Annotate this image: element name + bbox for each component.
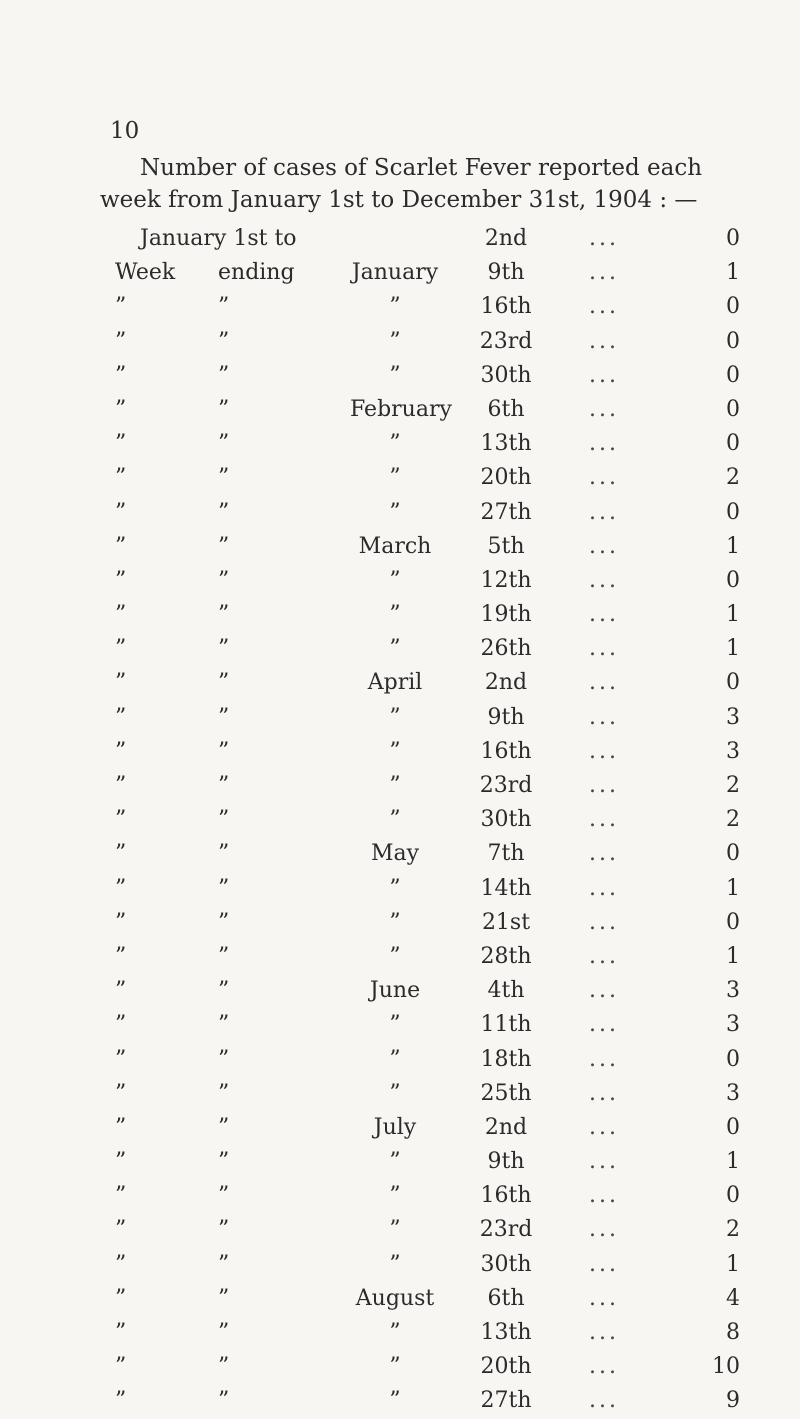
case-count: 0 [726, 362, 740, 388]
case-count: 1 [726, 943, 740, 969]
case-count: 2 [726, 1217, 740, 1243]
leader-dots: ... [589, 636, 619, 662]
ending-cell: ” [218, 1285, 230, 1311]
day-cell: 27th [480, 1388, 532, 1414]
leader-dots: ... [589, 841, 619, 867]
day-cell: 21st [481, 909, 531, 935]
week-cell: ” [115, 1217, 127, 1243]
leader-dots: ... [589, 1080, 619, 1106]
day-cell: 26th [480, 636, 532, 662]
table-row [0, 769, 800, 803]
week-cell: ” [115, 1251, 127, 1277]
ending-cell: ” [218, 533, 230, 559]
heading-line-1: Number of cases of Scarlet Fever reported each [140, 155, 703, 181]
ending-cell: ” [218, 704, 230, 730]
case-count: 1 [726, 1149, 740, 1175]
week-cell: ” [115, 978, 127, 1004]
month-cell: ” [389, 567, 401, 593]
leader-dots: ... [589, 807, 619, 833]
table-row [0, 1248, 800, 1282]
table-row [0, 290, 800, 324]
case-count: 2 [726, 773, 740, 798]
month-cell: ” [389, 362, 401, 388]
month-cell: ” [389, 1251, 401, 1277]
day-cell: 2nd [484, 1114, 528, 1140]
week-cell: ” [115, 1388, 127, 1414]
day-cell: 16th [480, 294, 532, 320]
leader-dots: ... [589, 533, 619, 559]
month-cell: ” [389, 807, 401, 833]
week-cell: ” [115, 875, 127, 901]
ending-cell: ” [218, 636, 230, 662]
day-cell: 25th [480, 1080, 532, 1106]
case-count: 9 [726, 1388, 740, 1414]
table-row [0, 1316, 800, 1350]
day-cell: 27th [480, 499, 532, 525]
day-cell: 19th [480, 602, 532, 628]
case-count: 1 [726, 636, 740, 662]
day-cell: 5th [487, 533, 525, 559]
day-cell: 30th [480, 362, 532, 388]
month-cell: ” [389, 1183, 401, 1209]
table-row [0, 1350, 800, 1384]
leader-dots: ... [589, 431, 619, 457]
ending-cell: ” [218, 294, 230, 320]
day-cell: 13th [480, 1320, 532, 1345]
ending-cell: ” [218, 807, 230, 833]
table-row [0, 940, 800, 974]
day-cell: 20th [480, 465, 532, 491]
ending-cell: ” [218, 738, 230, 764]
leader-dots: ... [589, 328, 619, 354]
ending-cell: ” [218, 328, 230, 354]
month-cell: June [369, 978, 421, 1004]
leader-dots: ... [589, 1285, 619, 1311]
table-row [0, 1179, 800, 1213]
month-cell: ” [389, 465, 401, 491]
table-row [0, 906, 800, 940]
leader-dots: ... [589, 1012, 619, 1038]
case-count: 8 [726, 1320, 740, 1345]
table-row [0, 1282, 800, 1316]
ending-cell: ” [218, 1217, 230, 1243]
case-count: 0 [726, 396, 740, 422]
day-cell: 30th [480, 807, 532, 833]
case-count: 3 [726, 1012, 740, 1038]
month-cell: ” [389, 704, 401, 730]
case-count: 3 [726, 738, 740, 764]
day-cell: 2nd [484, 226, 528, 251]
week-cell: ” [115, 704, 127, 730]
leader-dots: ... [589, 943, 619, 969]
leader-dots: ... [589, 1217, 619, 1243]
week-cell: ” [115, 499, 127, 525]
case-count: 1 [726, 260, 740, 286]
table-row [0, 837, 800, 871]
leader-dots: ... [589, 396, 619, 422]
ending-cell: ” [218, 670, 230, 696]
case-count: 1 [726, 875, 740, 901]
leader-dots: ... [589, 499, 619, 525]
case-count: 0 [726, 294, 740, 320]
table-row [0, 1384, 800, 1418]
month-cell: ” [389, 328, 401, 354]
leader-dots: ... [589, 602, 619, 628]
day-cell: 2nd [484, 670, 528, 696]
ending-cell: ” [218, 431, 230, 457]
month-cell: ” [389, 636, 401, 662]
day-cell: 23rd [479, 1217, 533, 1243]
month-cell: ” [389, 294, 401, 320]
table-row [0, 1043, 800, 1077]
table-row [0, 496, 800, 530]
day-cell: 20th [480, 1354, 532, 1380]
table-row [0, 1008, 800, 1042]
leader-dots: ... [589, 704, 619, 730]
table-row [0, 1111, 800, 1145]
day-cell: 16th [480, 1183, 532, 1209]
case-count: 0 [726, 1183, 740, 1209]
day-cell: 18th [480, 1046, 532, 1072]
leader-dots: ... [589, 1046, 619, 1072]
day-cell: 6th [487, 1285, 525, 1311]
table-row [0, 359, 800, 393]
month-cell: February [350, 396, 452, 422]
day-cell: 7th [487, 841, 525, 867]
leader-dots: ... [589, 362, 619, 388]
ending-cell: ” [218, 1320, 230, 1345]
table-row [0, 427, 800, 461]
month-cell: April [367, 670, 423, 696]
case-count: 4 [726, 1285, 740, 1311]
week-cell: ” [115, 943, 127, 969]
week-cell: ” [115, 465, 127, 491]
case-count: 0 [726, 1046, 740, 1072]
table-row [0, 325, 800, 359]
table-row [0, 1077, 800, 1111]
leader-dots: ... [589, 260, 619, 286]
leader-dots: ... [589, 909, 619, 935]
month-cell: ” [389, 909, 401, 935]
month-cell: ” [389, 499, 401, 525]
ending-cell: ” [218, 773, 230, 798]
ending-cell: ending [218, 260, 295, 286]
week-cell: ” [115, 636, 127, 662]
month-cell: March [358, 533, 432, 559]
month-cell: ” [389, 1046, 401, 1072]
day-cell: 30th [480, 1251, 532, 1277]
table-row [0, 701, 800, 735]
month-cell: ” [389, 738, 401, 764]
leader-dots: ... [589, 1149, 619, 1175]
ending-cell: ” [218, 1251, 230, 1277]
month-cell: ” [389, 602, 401, 628]
case-count: 1 [726, 533, 740, 559]
month-cell: ” [389, 875, 401, 901]
day-cell: 4th [487, 978, 525, 1004]
case-count: 3 [726, 978, 740, 1004]
week-cell: ” [115, 567, 127, 593]
ending-cell: ” [218, 465, 230, 491]
page-number: 10 [110, 118, 140, 144]
table-row [0, 564, 800, 598]
day-cell: 11th [480, 1012, 532, 1038]
case-count: 1 [726, 1251, 740, 1277]
week-cell: ” [115, 431, 127, 457]
ending-cell: ” [218, 1012, 230, 1038]
table-heading [100, 152, 790, 216]
week-cell: ” [115, 328, 127, 354]
ending-cell: ” [218, 1149, 230, 1175]
week-cell: ” [115, 1149, 127, 1175]
week-cell: ” [115, 841, 127, 867]
ending-cell: ” [218, 602, 230, 628]
month-cell: ” [389, 1320, 401, 1345]
table-row [0, 1145, 800, 1179]
week-cell: ” [115, 909, 127, 935]
month-cell: August [355, 1285, 435, 1311]
week-cell: ” [115, 533, 127, 559]
month-cell: May [370, 841, 420, 867]
leader-dots: ... [589, 773, 619, 798]
leader-dots: ... [589, 226, 619, 251]
week-cell: ” [115, 1114, 127, 1140]
day-cell: 14th [480, 875, 532, 901]
case-count: 2 [726, 465, 740, 491]
week-cell: ” [115, 396, 127, 422]
month-cell: ” [389, 431, 401, 457]
leader-dots: ... [589, 1114, 619, 1140]
week-cell: ” [115, 1354, 127, 1380]
leader-dots: ... [589, 978, 619, 1004]
ending-cell: ” [218, 567, 230, 593]
case-count: 0 [726, 226, 740, 251]
leader-dots: ... [589, 738, 619, 764]
heading-line-2: week from January 1st to December 31st, 1904 : — [100, 187, 698, 213]
case-count: 0 [726, 431, 740, 457]
week-cell: ” [115, 738, 127, 764]
case-count: 2 [726, 807, 740, 833]
table-row [0, 632, 800, 666]
leader-dots: ... [589, 1354, 619, 1380]
week-cell: ” [115, 362, 127, 388]
table-row [0, 803, 800, 837]
ending-cell: ” [218, 1114, 230, 1140]
ending-cell: ” [218, 499, 230, 525]
table-row [0, 974, 800, 1008]
ending-cell: ” [218, 909, 230, 935]
ending-cell: ” [218, 362, 230, 388]
leader-dots: ... [589, 875, 619, 901]
month-cell: ” [389, 1149, 401, 1175]
case-count: 0 [726, 670, 740, 696]
month-cell: ” [389, 943, 401, 969]
case-count: 0 [726, 499, 740, 525]
day-cell: 23rd [479, 773, 533, 798]
table-row [0, 222, 800, 256]
leader-dots: ... [589, 1183, 619, 1209]
day-cell: 9th [487, 260, 525, 286]
case-count: 0 [726, 328, 740, 354]
case-count: 0 [726, 841, 740, 867]
week-cell: ” [115, 1285, 127, 1311]
month-cell: ” [389, 1388, 401, 1414]
week-cell: ” [115, 1080, 127, 1106]
table-row [0, 1213, 800, 1247]
table-row [0, 461, 800, 495]
day-cell: 12th [480, 567, 532, 593]
week-cell: Week [115, 260, 176, 286]
case-count: 0 [726, 1114, 740, 1140]
month-cell: ” [389, 1080, 401, 1106]
day-cell: 9th [487, 1149, 525, 1175]
case-count: 10 [712, 1354, 740, 1380]
week-cell: ” [115, 294, 127, 320]
case-count: 0 [726, 567, 740, 593]
ending-cell: ” [218, 1354, 230, 1380]
day-cell: 13th [480, 431, 532, 457]
leader-dots: ... [589, 1251, 619, 1277]
leader-dots: ... [589, 670, 619, 696]
month-cell: July [373, 1114, 417, 1140]
week-cell: ” [115, 1183, 127, 1209]
table-row [0, 872, 800, 906]
ending-cell: ” [218, 978, 230, 1004]
ending-cell: ” [218, 841, 230, 867]
table-row [0, 666, 800, 700]
month-cell: ” [389, 1012, 401, 1038]
ending-cell: ” [218, 1046, 230, 1072]
leader-dots: ... [589, 294, 619, 320]
month-cell: January [351, 260, 439, 286]
week-cell: ” [115, 1320, 127, 1345]
leader-dots: ... [589, 1388, 619, 1414]
ending-cell: ” [218, 943, 230, 969]
week-cell: ” [115, 773, 127, 798]
week-cell: ” [115, 807, 127, 833]
day-cell: 16th [480, 738, 532, 764]
day-cell: 6th [487, 396, 525, 422]
table-row [0, 530, 800, 564]
ending-cell: ” [218, 1388, 230, 1414]
month-cell: ” [389, 773, 401, 798]
ending-cell: ” [218, 396, 230, 422]
table-row [0, 393, 800, 427]
leader-dots: ... [589, 465, 619, 491]
month-cell: ” [389, 1354, 401, 1380]
ending-cell: ” [218, 875, 230, 901]
week-cell: ” [115, 670, 127, 696]
ending-cell: ” [218, 1183, 230, 1209]
period-label: January 1st to [140, 226, 297, 251]
day-cell: 28th [480, 943, 532, 969]
case-count: 0 [726, 909, 740, 935]
case-count: 1 [726, 602, 740, 628]
leader-dots: ... [589, 567, 619, 593]
scarlet-fever-table [0, 222, 800, 1419]
table-row [0, 256, 800, 290]
day-cell: 23rd [479, 328, 533, 354]
table-row [0, 735, 800, 769]
week-cell: ” [115, 602, 127, 628]
day-cell: 9th [487, 704, 525, 730]
week-cell: ” [115, 1012, 127, 1038]
case-count: 3 [726, 704, 740, 730]
table-row [0, 598, 800, 632]
ending-cell: ” [218, 1080, 230, 1106]
month-cell: ” [389, 1217, 401, 1243]
case-count: 3 [726, 1080, 740, 1106]
week-cell: ” [115, 1046, 127, 1072]
leader-dots: ... [589, 1320, 619, 1345]
